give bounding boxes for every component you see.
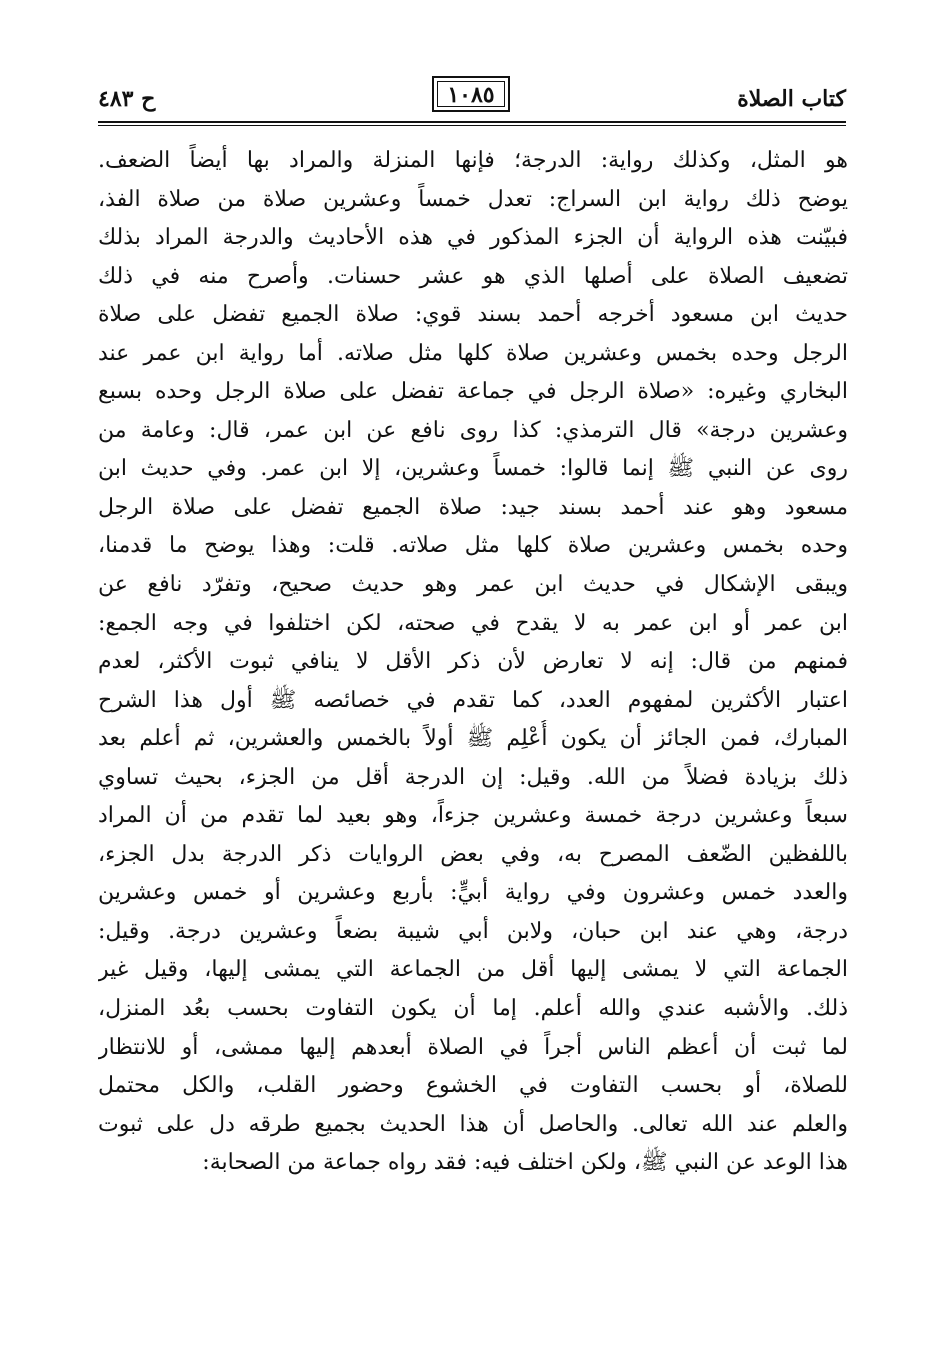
page-number-frame <box>432 76 510 112</box>
text-line: روى عن النبي ﷺ إنما قالوا: خمساً وعشرين، إلا ابن عمر. وفي حديث ابن <box>98 456 848 482</box>
text-line: ذلك بزيادة فضلاً من الله. وقيل: إن الدرجة أقل من الجزء، بحيث تساوي <box>98 764 848 790</box>
text-line: الرجل وحده بخمس وعشرين صلاة كلها مثل صلاته. أما رواية ابن عمر عند <box>98 340 848 366</box>
text-line: فمنهم من قال: إنه لا تعارض لأن ذكر الأقل لا ينافي ثبوت الأكثر، لعدم <box>98 649 848 675</box>
text-line: يوضح ذلك رواية ابن السراج: تعدل خمساً وعشرين صلاة من صلاة الفذ، <box>98 186 848 212</box>
hadith-reference: ح ٤٨٣ <box>98 86 156 112</box>
text-line: للصلاة، أو بحسب التفاوت في الخشوع وحضور القلب، والكل محتمل <box>98 1073 848 1099</box>
text-line: مسعود وهو عند أحمد بسند جيد: صلاة الجميع تفضل على صلاة الرجل <box>98 494 848 520</box>
text-line: وعشرين درجة» قال الترمذي: كذا روى نافع عن ابن عمر، قال: وعامة من <box>98 417 848 443</box>
text-line: فبيّنت هذه الرواية أن الجزء المذكور في هذه الأحاديث والدرجة المراد بذلك <box>98 225 848 251</box>
header-rule <box>98 121 846 123</box>
text-line: ذلك. والأشبه عندي والله أعلم. إما أن يكون التفاوت بحسب بعُد المنزل، <box>98 996 848 1022</box>
header-rule-thin <box>98 125 846 126</box>
text-line: الجماعة التي لا يمشى إليها أقل من الجماعة التي يمشى إليها، وقيل غير <box>98 957 848 983</box>
body-text <box>98 142 848 1183</box>
text-line: ابن عمر أو ابن عمر به لا يقدح في صحته، لكن اختلفوا في وجه الجمع: <box>98 610 848 636</box>
text-line: حديث ابن مسعود أخرجه أحمد بسند قوي: صلاة الجميع تفضل على صلاة <box>98 302 848 328</box>
text-line: ويبقى الإشكال في حديث ابن عمر وهو حديث صحيح، وتفرّد نافع عن <box>98 572 848 598</box>
text-line: باللفظين الضّعف المصرح به، وفي بعض الروايات ذكر الدرجة بدل الجزء، <box>98 841 848 867</box>
text-line: هذا الوعد عن النبي ﷺ، ولكن اختلف فيه: فقد رواه جماعة من الصحابة: <box>202 1150 848 1176</box>
text-line: هو المثل، وكذلك رواية: الدرجة؛ فإنها المنزلة والمراد بها أيضاً الضعف. <box>98 148 848 173</box>
text-line: وحده بخمس وعشرين صلاة كلها مثل صلاته. قلت: وهذا يوضح ما قدمنا، <box>98 533 848 559</box>
text-line: والعدد خمس وعشرون وفي رواية أبيٍّ: بأربع وعشرين أو خمس وعشرين <box>98 880 848 906</box>
page-header <box>98 74 846 118</box>
text-line: درجة، وهي عند ابن حبان، ولابن أبي شيبة بضعاً وعشرين درجة. وقيل: <box>98 918 848 944</box>
text-line: تضعيف الصلاة على أصلها الذي هو عشر حسنات. وأصرح منه في ذلك <box>98 263 848 289</box>
text-line: المبارك، فمن الجائز أن يكون أُعْلِم ﷺ أولاً بالخمس والعشرين، ثم أعلم بعد <box>98 726 848 752</box>
book-title: كتاب الصلاة <box>737 86 846 112</box>
text-line: البخاري وغيره: «صلاة الرجل في جماعة تفضل على صلاة الرجل وحده بسبع <box>98 379 848 405</box>
text-line: سبعاً وعشرين درجة خمسة وعشرين جزءاً، وهو بعيد لما تقدم من أن المراد <box>98 803 848 829</box>
text-line: لما ثبت أن أعظم الناس أجراً في الصلاة أبعدهم إليها ممشى، أو للانتظار <box>98 1034 848 1060</box>
text-line: اعتبار الأكثرين لمفهوم العدد، كما تقدم في خصائصه ﷺ أول هذا الشرح <box>98 687 848 713</box>
text-line: والعلم عند الله تعالى. والحاصل أن هذا الحديث بجميع طرقه دل على ثبوت <box>98 1111 848 1137</box>
page-number: ١٠٨٥ <box>447 82 495 108</box>
